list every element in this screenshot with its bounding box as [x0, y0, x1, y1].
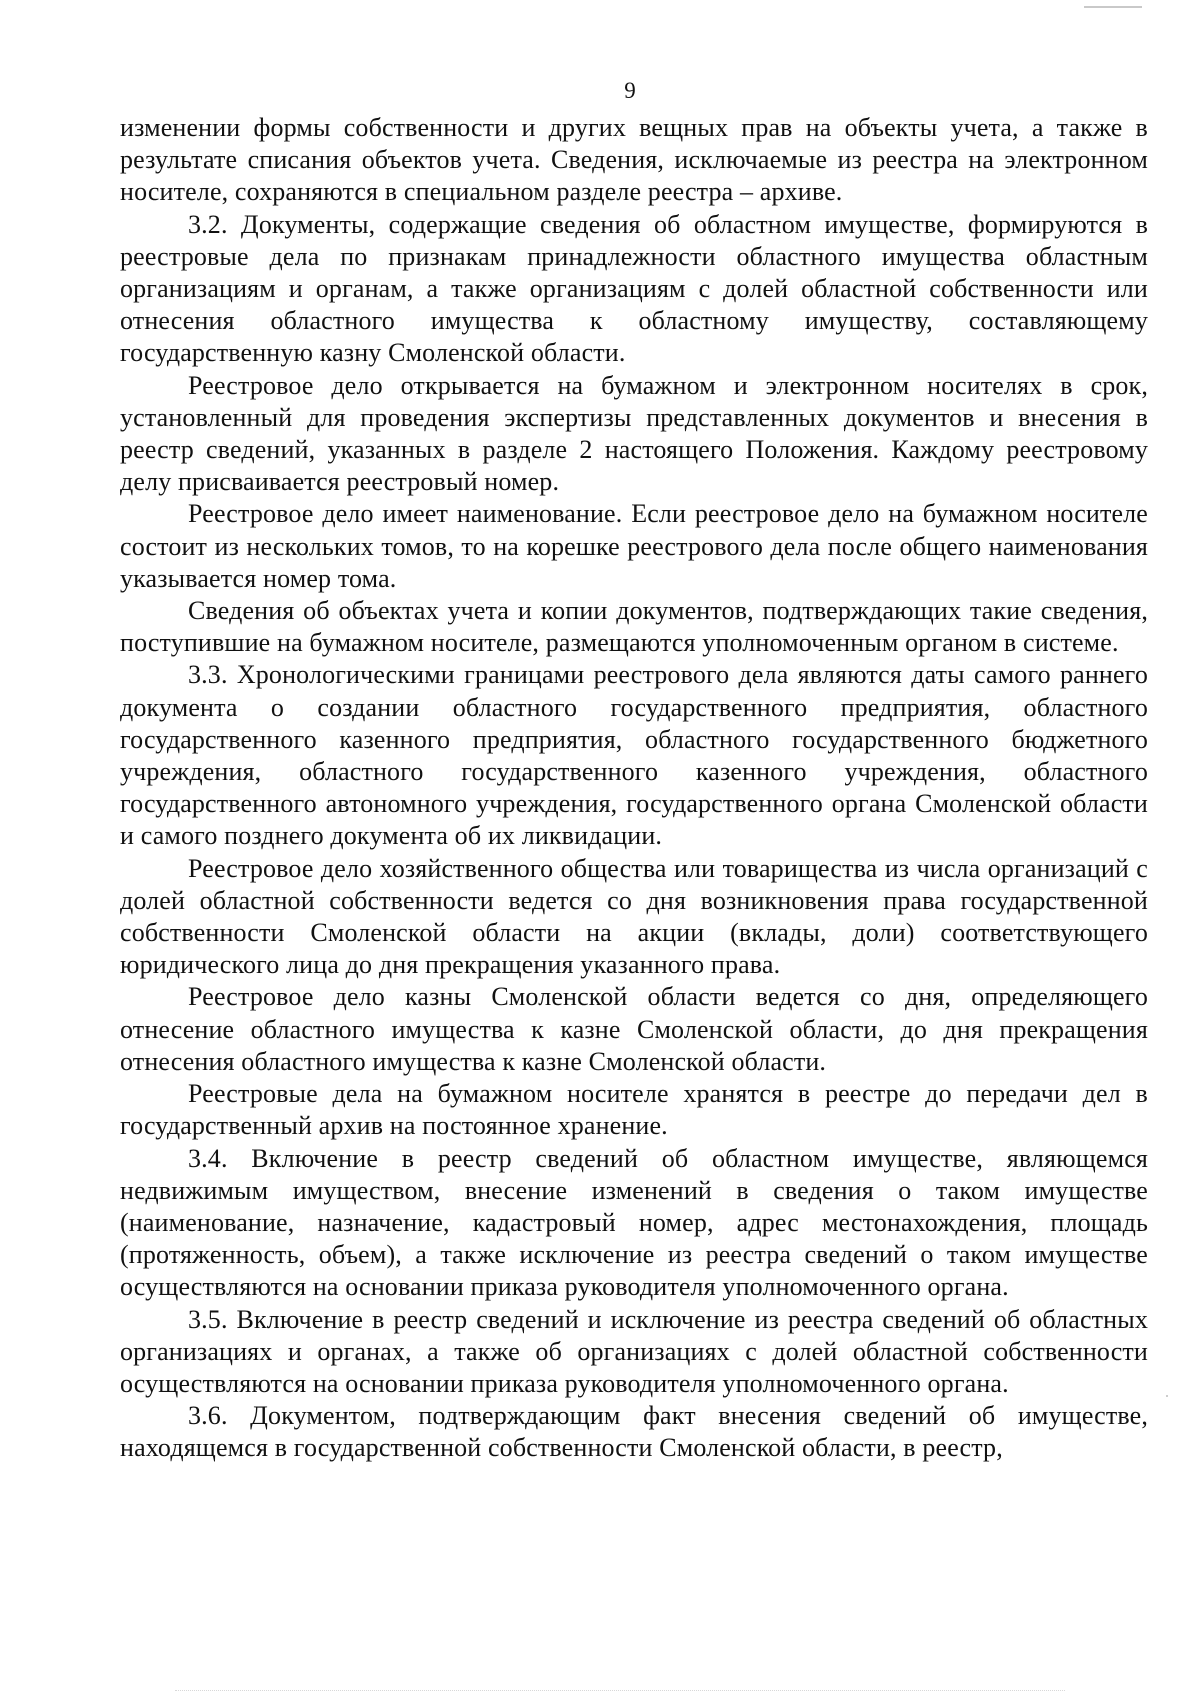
paragraph: Реестровое дело открывается на бумажном и электронном носителях в срок, установленный для проведения экспертизы представленных документов и внесения в реестр сведений, указанных в разделе 2 настоящего Положения. Каждому реестровому делу присваивается реестровый номер.	[120, 370, 1148, 497]
paragraph: Реестровое дело имеет наименование. Если реестровое дело на бумажном носителе состоит из нескольких томов, то на корешке реестрового дела после общего наименования указывается номер тома.	[120, 499, 1148, 593]
paragraph: 3.2. Документы, содержащие сведения об областном имуществе, формируются в реестровые дела по признакам принадлежности областного имущества областным организациям и органам, а также организациям с долей областной собственности или отнесения областного имущества к областному имуществу, составляющему государственную казну Смоленской области.	[120, 209, 1148, 368]
paragraph: 3.6. Документом, подтверждающим факт внесения сведений об имуществе, находящемся в государственной собственности Смоленской области, в реестр,	[120, 1401, 1148, 1463]
scan-artifact-top	[1084, 6, 1142, 8]
page-number: 9	[624, 78, 636, 103]
scan-artifact-bottom	[175, 1690, 1065, 1693]
scan-artifact-dot	[1166, 1395, 1168, 1397]
paragraph: Реестровые дела на бумажном носителе хранятся в реестре до передачи дел в государственный архив на постоянное хранение.	[120, 1079, 1148, 1141]
paragraph: 3.3. Хронологическими границами реестрового дела являются даты самого раннего документа о создании областного государственного предприятия, областного государственного казенного предприятия, областного государственного бюджетного учреждения, областного государственного казенного учреждения, областного государственного автономного учреждения, государственного органа Смоленской области и самого позднего документа об их ликвидации.	[120, 660, 1148, 851]
paragraph: Сведения об объектах учета и копии документов, подтверждающих такие сведения, поступившие на бумажном носителе, размещаются уполномоченным органом в системе.	[120, 596, 1148, 658]
paragraph: Реестровое дело казны Смоленской области ведется со дня, определяющего отнесение областного имущества к казне Смоленской области, до дня прекращения отнесения областного имущества к казне Смоленской области.	[120, 982, 1148, 1076]
paragraph: Реестровое дело хозяйственного общества или товарищества из числа организаций с долей областной собственности ведется со дня возникновения права государственной собственности Смоленской области на акции (вклады, доли) соответствующего юридического лица до дня прекращения указанного права.	[120, 853, 1148, 980]
document-body	[120, 112, 1148, 1465]
paragraph: изменении формы собственности и других вещных прав на объекты учета, а также в результате списания объектов учета. Сведения, исключаемые из реестра на электронном носителе, сохраняются в специальном разделе реестра – архиве.	[120, 113, 1148, 207]
paragraph: 3.5. Включение в реестр сведений и исключение из реестра сведений об областных организациях и органах, а также об организациях с долей областной собственности осуществляются на основании приказа руководителя уполномоченного органа.	[120, 1304, 1148, 1398]
paragraph: 3.4. Включение в реестр сведений об областном имуществе, являющемся недвижимым имуществом, внесение изменений в сведения о таком имуществе (наименование, назначение, кадастровый номер, адрес местонахождения, площадь (протяженность, объем), а также исключение из реестра сведений о таком имуществе осуществляются на основании приказа руководителя уполномоченного органа.	[120, 1143, 1148, 1302]
